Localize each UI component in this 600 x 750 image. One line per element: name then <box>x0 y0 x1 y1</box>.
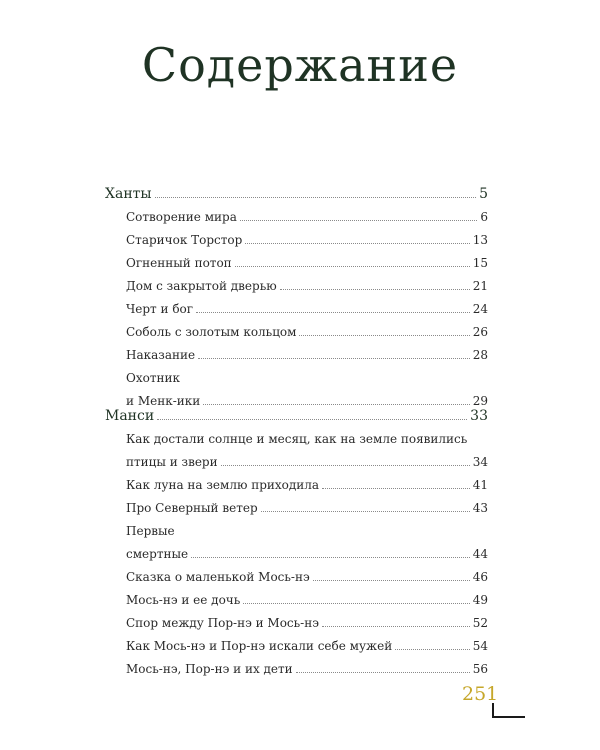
toc-entry[interactable] <box>105 319 488 342</box>
leader-dots <box>191 557 470 558</box>
entry-title: Охотник <box>126 371 180 385</box>
leader-dots <box>261 511 470 512</box>
leader-dots <box>243 603 469 604</box>
entry-page: 13 <box>472 233 488 247</box>
entry-page: 26 <box>472 325 488 339</box>
section-page: 33 <box>470 408 488 424</box>
toc-entry[interactable] <box>105 564 488 587</box>
toc-entry[interactable] <box>105 587 488 610</box>
leader-dots <box>157 419 467 420</box>
entry-title-continuation: смертные <box>126 547 189 561</box>
toc-entry-continuation[interactable] <box>105 541 488 564</box>
toc-entry-continuation[interactable] <box>105 449 488 472</box>
entry-title-continuation: и Менк-ики <box>126 394 201 408</box>
entry-page: 49 <box>472 593 488 607</box>
leader-dots <box>198 358 470 359</box>
section-page: 5 <box>479 186 488 202</box>
entry-title: Черт и бог <box>126 302 194 316</box>
leader-dots <box>240 220 477 221</box>
entry-page: 44 <box>472 547 488 561</box>
entry-title: Как Мось-нэ и Пор-нэ искали себе мужей <box>126 639 393 653</box>
entry-title: Про Северный ветер <box>126 501 258 515</box>
entry-page: 21 <box>472 279 488 293</box>
toc-section-heading[interactable] <box>105 404 488 426</box>
entry-page: 6 <box>480 210 488 224</box>
leader-dots <box>280 289 470 290</box>
section-title: Ханты <box>105 186 152 202</box>
leader-dots <box>313 580 470 581</box>
page-title: Содержание <box>141 38 459 92</box>
toc-section-khanty <box>105 182 488 411</box>
toc-entry[interactable] <box>105 656 488 679</box>
entry-title: Спор между Пор-нэ и Мось-нэ <box>126 616 319 630</box>
toc-entry[interactable] <box>105 227 488 250</box>
section-title: Манси <box>105 408 155 424</box>
toc-entry[interactable] <box>105 204 488 227</box>
toc-entry[interactable] <box>105 495 488 518</box>
toc-section-heading[interactable] <box>105 182 488 204</box>
toc-entry[interactable] <box>105 610 488 633</box>
entry-page: 34 <box>472 455 488 469</box>
entry-page: 56 <box>472 662 488 676</box>
leader-dots <box>221 465 470 466</box>
entry-title: Наказание <box>126 348 196 362</box>
leader-dots <box>299 335 469 336</box>
toc-section-mansi <box>105 404 488 679</box>
entry-title: Огненный потоп <box>126 256 232 270</box>
toc-entry[interactable] <box>105 250 488 273</box>
entry-title: Дом с закрытой дверью <box>126 279 277 293</box>
toc-entry-first-line[interactable] <box>105 365 488 388</box>
entry-page: 15 <box>472 256 488 270</box>
leader-dots <box>245 243 469 244</box>
entry-page: 24 <box>472 302 488 316</box>
leader-dots <box>196 312 470 313</box>
entry-page: 54 <box>472 639 488 653</box>
leader-dots <box>296 672 470 673</box>
entry-title: Как луна на землю приходила <box>126 478 320 492</box>
entry-title: Мось-нэ и ее дочь <box>126 593 241 607</box>
entry-title-continuation: птицы и звери <box>126 455 218 469</box>
entry-page: 28 <box>472 348 488 362</box>
entry-title: Старичок Торстор <box>126 233 243 247</box>
entry-page: 46 <box>472 570 488 584</box>
toc-entry-first-line[interactable] <box>105 518 488 541</box>
entry-page: 52 <box>472 616 488 630</box>
corner-mark <box>492 703 525 718</box>
entry-page: 43 <box>472 501 488 515</box>
toc-entry[interactable] <box>105 296 488 319</box>
toc-entry[interactable] <box>105 633 488 656</box>
entry-title: Соболь с золотым кольцом <box>126 325 297 339</box>
entry-page: 29 <box>472 394 488 408</box>
leader-dots <box>322 626 470 627</box>
entry-title: Мось-нэ, Пор-нэ и их дети <box>126 662 293 676</box>
toc-entry[interactable] <box>105 472 488 495</box>
leader-dots <box>395 649 470 650</box>
page-number: 251 <box>462 683 499 705</box>
entry-title: Как достали солнце и месяц, как на земле появились <box>126 432 468 446</box>
entry-title: Сказка о маленькой Мось-нэ <box>126 570 310 584</box>
toc-entry-first-line[interactable] <box>105 426 488 449</box>
entry-title: Первые <box>126 524 175 538</box>
entry-page: 41 <box>472 478 488 492</box>
leader-dots <box>155 197 477 198</box>
toc-entry[interactable] <box>105 342 488 365</box>
entry-title: Сотворение мира <box>126 210 237 224</box>
toc-entry[interactable] <box>105 273 488 296</box>
leader-dots <box>322 488 470 489</box>
leader-dots <box>235 266 470 267</box>
